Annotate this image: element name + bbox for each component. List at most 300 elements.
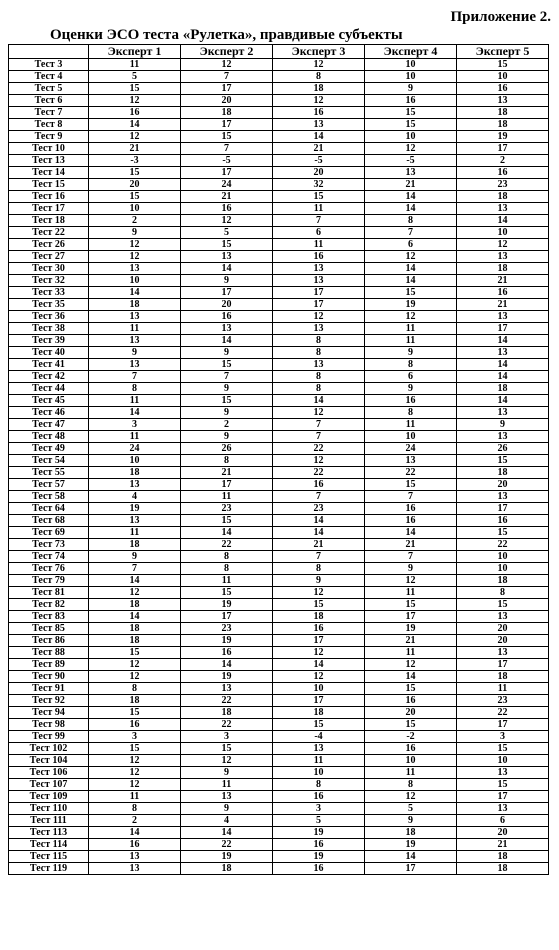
score-cell-expert-5: 14 xyxy=(457,215,549,227)
score-cell-expert-5: 15 xyxy=(457,779,549,791)
score-cell-expert-2: 14 xyxy=(181,659,273,671)
score-cell-expert-1: 12 xyxy=(89,251,181,263)
score-cell-expert-1: 12 xyxy=(89,239,181,251)
score-cell-expert-4: 11 xyxy=(365,335,457,347)
score-cell-expert-4: 18 xyxy=(365,827,457,839)
score-cell-expert-5: 13 xyxy=(457,251,549,263)
score-cell-expert-3: 14 xyxy=(273,395,365,407)
score-cell-expert-1: 10 xyxy=(89,203,181,215)
score-cell-expert-5: 2 xyxy=(457,155,549,167)
score-cell-expert-1: 14 xyxy=(89,119,181,131)
score-cell-expert-5: 8 xyxy=(457,587,549,599)
test-name-cell: Тест 76 xyxy=(9,563,89,575)
test-name-cell: Тест 36 xyxy=(9,311,89,323)
table-row xyxy=(9,815,549,827)
score-cell-expert-3: 21 xyxy=(273,143,365,155)
table-row xyxy=(9,551,549,563)
score-cell-expert-5: 16 xyxy=(457,287,549,299)
test-name-cell: Тест 13 xyxy=(9,155,89,167)
score-cell-expert-2: 24 xyxy=(181,179,273,191)
score-cell-expert-2: 4 xyxy=(181,815,273,827)
table-title: Оценки ЭСО теста «Рулетка», правдивые субъекты xyxy=(50,27,403,43)
table-row xyxy=(9,431,549,443)
score-cell-expert-1: 18 xyxy=(89,695,181,707)
score-cell-expert-4: 14 xyxy=(365,263,457,275)
score-cell-expert-2: 7 xyxy=(181,371,273,383)
score-cell-expert-1: 4 xyxy=(89,491,181,503)
score-cell-expert-4: 9 xyxy=(365,83,457,95)
table-row xyxy=(9,743,549,755)
table-row xyxy=(9,239,549,251)
table-row xyxy=(9,179,549,191)
score-cell-expert-5: 20 xyxy=(457,623,549,635)
score-cell-expert-5: 16 xyxy=(457,167,549,179)
score-cell-expert-3: 32 xyxy=(273,179,365,191)
score-cell-expert-2: 13 xyxy=(181,323,273,335)
score-cell-expert-5: 13 xyxy=(457,803,549,815)
score-cell-expert-4: -5 xyxy=(365,155,457,167)
score-cell-expert-1: 10 xyxy=(89,455,181,467)
score-cell-expert-1: 12 xyxy=(89,755,181,767)
table-row xyxy=(9,83,549,95)
score-cell-expert-5: 11 xyxy=(457,683,549,695)
score-cell-expert-4: 15 xyxy=(365,479,457,491)
table-row xyxy=(9,671,549,683)
score-cell-expert-3: 16 xyxy=(273,839,365,851)
score-cell-expert-2: 18 xyxy=(181,707,273,719)
table-row xyxy=(9,527,549,539)
score-cell-expert-5: 17 xyxy=(457,143,549,155)
score-cell-expert-2: 9 xyxy=(181,275,273,287)
score-cell-expert-2: 22 xyxy=(181,719,273,731)
score-cell-expert-5: 15 xyxy=(457,527,549,539)
score-cell-expert-1: 13 xyxy=(89,335,181,347)
table-row xyxy=(9,599,549,611)
score-cell-expert-3: 3 xyxy=(273,803,365,815)
score-cell-expert-5: 10 xyxy=(457,563,549,575)
score-cell-expert-1: 14 xyxy=(89,611,181,623)
score-cell-expert-3: 8 xyxy=(273,371,365,383)
score-cell-expert-3: 19 xyxy=(273,827,365,839)
table-row xyxy=(9,131,549,143)
table-row xyxy=(9,863,549,875)
test-name-cell: Тест 9 xyxy=(9,131,89,143)
score-cell-expert-4: 16 xyxy=(365,395,457,407)
score-cell-expert-2: 9 xyxy=(181,383,273,395)
score-cell-expert-2: 15 xyxy=(181,239,273,251)
score-cell-expert-1: 9 xyxy=(89,347,181,359)
table-row xyxy=(9,443,549,455)
table-row xyxy=(9,371,549,383)
score-cell-expert-4: 11 xyxy=(365,767,457,779)
score-cell-expert-2: 16 xyxy=(181,203,273,215)
score-cell-expert-2: 20 xyxy=(181,299,273,311)
score-cell-expert-4: 19 xyxy=(365,299,457,311)
score-cell-expert-5: 16 xyxy=(457,515,549,527)
score-cell-expert-4: 16 xyxy=(365,95,457,107)
score-cell-expert-1: 12 xyxy=(89,779,181,791)
score-cell-expert-1: 2 xyxy=(89,815,181,827)
score-cell-expert-5: 15 xyxy=(457,743,549,755)
score-cell-expert-4: 10 xyxy=(365,755,457,767)
score-cell-expert-1: 15 xyxy=(89,707,181,719)
score-cell-expert-1: 21 xyxy=(89,143,181,155)
score-cell-expert-1: 13 xyxy=(89,311,181,323)
score-cell-expert-5: 15 xyxy=(457,599,549,611)
score-cell-expert-3: 8 xyxy=(273,347,365,359)
score-cell-expert-2: 9 xyxy=(181,803,273,815)
table-row xyxy=(9,407,549,419)
score-cell-expert-3: 16 xyxy=(273,791,365,803)
score-cell-expert-4: 10 xyxy=(365,59,457,71)
table-row xyxy=(9,563,549,575)
score-cell-expert-3: 15 xyxy=(273,719,365,731)
table-row xyxy=(9,299,549,311)
test-name-cell: Тест 55 xyxy=(9,467,89,479)
score-cell-expert-4: 13 xyxy=(365,455,457,467)
score-cell-expert-5: 13 xyxy=(457,95,549,107)
test-name-cell: Тест 40 xyxy=(9,347,89,359)
test-name-cell: Тест 35 xyxy=(9,299,89,311)
score-cell-expert-5: 13 xyxy=(457,407,549,419)
score-cell-expert-4: 11 xyxy=(365,647,457,659)
score-cell-expert-1: 12 xyxy=(89,767,181,779)
table-row xyxy=(9,275,549,287)
score-cell-expert-4: 16 xyxy=(365,503,457,515)
score-cell-expert-2: 13 xyxy=(181,791,273,803)
score-cell-expert-1: 11 xyxy=(89,323,181,335)
table-row xyxy=(9,263,549,275)
score-cell-expert-5: 18 xyxy=(457,851,549,863)
test-name-cell: Тест 82 xyxy=(9,599,89,611)
score-cell-expert-2: 18 xyxy=(181,863,273,875)
score-cell-expert-2: 7 xyxy=(181,71,273,83)
test-name-cell: Тест 33 xyxy=(9,287,89,299)
score-cell-expert-3: 17 xyxy=(273,287,365,299)
score-cell-expert-4: 15 xyxy=(365,719,457,731)
score-cell-expert-3: 11 xyxy=(273,239,365,251)
score-cell-expert-2: 9 xyxy=(181,431,273,443)
score-cell-expert-5: 18 xyxy=(457,119,549,131)
score-cell-expert-3: -4 xyxy=(273,731,365,743)
score-cell-expert-2: 12 xyxy=(181,755,273,767)
score-cell-expert-2: 8 xyxy=(181,551,273,563)
score-cell-expert-4: 8 xyxy=(365,215,457,227)
score-cell-expert-3: 8 xyxy=(273,779,365,791)
score-cell-expert-2: 11 xyxy=(181,575,273,587)
score-cell-expert-1: 15 xyxy=(89,743,181,755)
score-cell-expert-5: 13 xyxy=(457,311,549,323)
score-cell-expert-2: 17 xyxy=(181,611,273,623)
score-cell-expert-5: 26 xyxy=(457,443,549,455)
table-row xyxy=(9,167,549,179)
score-cell-expert-4: 11 xyxy=(365,323,457,335)
score-cell-expert-2: 19 xyxy=(181,671,273,683)
score-cell-expert-5: 18 xyxy=(457,191,549,203)
table-row xyxy=(9,839,549,851)
score-cell-expert-5: 14 xyxy=(457,395,549,407)
score-cell-expert-1: 18 xyxy=(89,539,181,551)
score-cell-expert-4: 24 xyxy=(365,443,457,455)
score-cell-expert-5: 22 xyxy=(457,539,549,551)
score-cell-expert-2: 21 xyxy=(181,467,273,479)
test-name-cell: Тест 104 xyxy=(9,755,89,767)
test-name-cell: Тест 119 xyxy=(9,863,89,875)
score-cell-expert-5: 18 xyxy=(457,671,549,683)
score-cell-expert-2: 15 xyxy=(181,743,273,755)
score-cell-expert-2: 17 xyxy=(181,479,273,491)
test-name-cell: Тест 15 xyxy=(9,179,89,191)
score-cell-expert-5: 16 xyxy=(457,83,549,95)
score-cell-expert-1: 18 xyxy=(89,623,181,635)
score-cell-expert-4: 19 xyxy=(365,623,457,635)
score-cell-expert-5: 20 xyxy=(457,827,549,839)
score-cell-expert-3: 19 xyxy=(273,851,365,863)
score-cell-expert-2: 15 xyxy=(181,359,273,371)
score-cell-expert-3: 7 xyxy=(273,215,365,227)
score-cell-expert-2: 7 xyxy=(181,143,273,155)
table-row xyxy=(9,359,549,371)
score-cell-expert-2: 14 xyxy=(181,527,273,539)
table-row xyxy=(9,95,549,107)
score-cell-expert-5: 18 xyxy=(457,467,549,479)
score-cell-expert-3: 20 xyxy=(273,167,365,179)
score-cell-expert-1: 18 xyxy=(89,599,181,611)
score-cell-expert-5: 19 xyxy=(457,131,549,143)
test-name-cell: Тест 110 xyxy=(9,803,89,815)
score-cell-expert-3: 17 xyxy=(273,299,365,311)
score-cell-expert-2: 13 xyxy=(181,683,273,695)
score-cell-expert-3: 17 xyxy=(273,635,365,647)
score-cell-expert-5: 10 xyxy=(457,71,549,83)
score-cell-expert-3: 8 xyxy=(273,71,365,83)
score-cell-expert-5: 12 xyxy=(457,239,549,251)
score-cell-expert-3: 17 xyxy=(273,695,365,707)
score-cell-expert-2: 22 xyxy=(181,539,273,551)
table-row xyxy=(9,59,549,71)
score-cell-expert-2: 9 xyxy=(181,407,273,419)
test-name-cell: Тест 114 xyxy=(9,839,89,851)
score-cell-expert-4: 16 xyxy=(365,743,457,755)
table-row xyxy=(9,155,549,167)
table-row xyxy=(9,503,549,515)
test-name-cell: Тест 3 xyxy=(9,59,89,71)
score-cell-expert-2: 22 xyxy=(181,695,273,707)
score-cell-expert-5: 17 xyxy=(457,503,549,515)
score-cell-expert-5: 14 xyxy=(457,359,549,371)
table-row xyxy=(9,119,549,131)
score-cell-expert-5: 18 xyxy=(457,107,549,119)
score-cell-expert-1: 13 xyxy=(89,515,181,527)
table-row xyxy=(9,575,549,587)
score-cell-expert-5: 20 xyxy=(457,479,549,491)
score-cell-expert-4: 21 xyxy=(365,539,457,551)
score-cell-expert-3: 16 xyxy=(273,863,365,875)
test-name-cell: Тест 85 xyxy=(9,623,89,635)
score-cell-expert-3: 12 xyxy=(273,647,365,659)
test-name-cell: Тест 109 xyxy=(9,791,89,803)
score-cell-expert-4: 14 xyxy=(365,191,457,203)
score-cell-expert-5: 15 xyxy=(457,455,549,467)
score-cell-expert-2: 11 xyxy=(181,779,273,791)
score-cell-expert-3: 18 xyxy=(273,611,365,623)
score-cell-expert-1: 15 xyxy=(89,191,181,203)
test-name-cell: Тест 107 xyxy=(9,779,89,791)
test-name-cell: Тест 58 xyxy=(9,491,89,503)
score-cell-expert-1: 12 xyxy=(89,659,181,671)
score-cell-expert-4: 12 xyxy=(365,251,457,263)
score-cell-expert-1: 14 xyxy=(89,407,181,419)
score-cell-expert-2: -5 xyxy=(181,155,273,167)
score-cell-expert-2: 14 xyxy=(181,827,273,839)
score-cell-expert-2: 9 xyxy=(181,767,273,779)
score-cell-expert-4: 22 xyxy=(365,467,457,479)
score-cell-expert-5: 13 xyxy=(457,767,549,779)
score-cell-expert-4: -2 xyxy=(365,731,457,743)
score-cell-expert-1: 13 xyxy=(89,851,181,863)
score-cell-expert-1: 2 xyxy=(89,215,181,227)
score-cell-expert-2: 9 xyxy=(181,347,273,359)
score-cell-expert-5: 20 xyxy=(457,635,549,647)
score-cell-expert-4: 7 xyxy=(365,551,457,563)
test-name-cell: Тест 47 xyxy=(9,419,89,431)
test-name-cell: Тест 106 xyxy=(9,767,89,779)
score-cell-expert-3: 7 xyxy=(273,551,365,563)
score-cell-expert-1: 13 xyxy=(89,479,181,491)
table-row xyxy=(9,851,549,863)
score-cell-expert-3: 21 xyxy=(273,539,365,551)
score-cell-expert-4: 9 xyxy=(365,383,457,395)
table-row xyxy=(9,455,549,467)
score-cell-expert-2: 17 xyxy=(181,83,273,95)
score-cell-expert-4: 15 xyxy=(365,683,457,695)
table-row xyxy=(9,191,549,203)
table-row xyxy=(9,587,549,599)
score-cell-expert-4: 12 xyxy=(365,311,457,323)
table-row xyxy=(9,143,549,155)
table-row xyxy=(9,227,549,239)
score-cell-expert-3: 11 xyxy=(273,203,365,215)
score-cell-expert-5: 13 xyxy=(457,647,549,659)
table-row xyxy=(9,515,549,527)
score-cell-expert-4: 6 xyxy=(365,239,457,251)
score-cell-expert-1: 24 xyxy=(89,443,181,455)
score-cell-expert-1: 11 xyxy=(89,527,181,539)
score-cell-expert-1: 16 xyxy=(89,719,181,731)
score-cell-expert-1: 11 xyxy=(89,395,181,407)
score-cell-expert-4: 7 xyxy=(365,491,457,503)
score-cell-expert-4: 15 xyxy=(365,287,457,299)
score-cell-expert-1: 3 xyxy=(89,731,181,743)
score-cell-expert-4: 10 xyxy=(365,71,457,83)
score-cell-expert-5: 9 xyxy=(457,419,549,431)
score-cell-expert-3: 13 xyxy=(273,275,365,287)
table-row xyxy=(9,659,549,671)
score-cell-expert-3: 12 xyxy=(273,587,365,599)
test-name-cell: Тест 8 xyxy=(9,119,89,131)
score-cell-expert-5: 17 xyxy=(457,719,549,731)
test-name-cell: Тест 4 xyxy=(9,71,89,83)
score-cell-expert-3: -5 xyxy=(273,155,365,167)
test-name-cell: Тест 22 xyxy=(9,227,89,239)
score-cell-expert-4: 14 xyxy=(365,203,457,215)
score-cell-expert-1: 13 xyxy=(89,863,181,875)
score-cell-expert-1: -3 xyxy=(89,155,181,167)
score-cell-expert-2: 8 xyxy=(181,455,273,467)
score-cell-expert-5: 21 xyxy=(457,839,549,851)
score-cell-expert-4: 9 xyxy=(365,815,457,827)
table-row xyxy=(9,347,549,359)
score-cell-expert-2: 13 xyxy=(181,251,273,263)
score-cell-expert-3: 22 xyxy=(273,467,365,479)
score-cell-expert-5: 23 xyxy=(457,695,549,707)
score-cell-expert-1: 12 xyxy=(89,587,181,599)
test-name-cell: Тест 99 xyxy=(9,731,89,743)
score-cell-expert-2: 17 xyxy=(181,119,273,131)
score-cell-expert-4: 15 xyxy=(365,119,457,131)
header-cell-expert-1: Эксперт 1 xyxy=(89,45,181,59)
score-cell-expert-2: 19 xyxy=(181,635,273,647)
score-cell-expert-4: 10 xyxy=(365,431,457,443)
score-cell-expert-4: 8 xyxy=(365,779,457,791)
score-cell-expert-2: 15 xyxy=(181,587,273,599)
test-name-cell: Тест 5 xyxy=(9,83,89,95)
score-cell-expert-1: 19 xyxy=(89,503,181,515)
score-cell-expert-2: 20 xyxy=(181,95,273,107)
test-name-cell: Тест 44 xyxy=(9,383,89,395)
table-row xyxy=(9,827,549,839)
test-name-cell: Тест 111 xyxy=(9,815,89,827)
table-row xyxy=(9,383,549,395)
score-cell-expert-2: 18 xyxy=(181,107,273,119)
score-cell-expert-1: 11 xyxy=(89,59,181,71)
score-cell-expert-1: 12 xyxy=(89,671,181,683)
score-cell-expert-5: 21 xyxy=(457,275,549,287)
score-cell-expert-5: 14 xyxy=(457,335,549,347)
score-cell-expert-4: 12 xyxy=(365,791,457,803)
test-name-cell: Тест 10 xyxy=(9,143,89,155)
score-cell-expert-4: 12 xyxy=(365,143,457,155)
score-cell-expert-3: 22 xyxy=(273,443,365,455)
score-cell-expert-3: 14 xyxy=(273,527,365,539)
score-cell-expert-5: 17 xyxy=(457,323,549,335)
test-name-cell: Тест 54 xyxy=(9,455,89,467)
score-cell-expert-1: 7 xyxy=(89,563,181,575)
score-cell-expert-1: 12 xyxy=(89,131,181,143)
score-cell-expert-2: 3 xyxy=(181,731,273,743)
score-cell-expert-4: 12 xyxy=(365,575,457,587)
table-row xyxy=(9,779,549,791)
score-cell-expert-3: 12 xyxy=(273,95,365,107)
score-cell-expert-1: 9 xyxy=(89,227,181,239)
score-cell-expert-1: 18 xyxy=(89,635,181,647)
score-cell-expert-5: 10 xyxy=(457,227,549,239)
score-cell-expert-4: 14 xyxy=(365,671,457,683)
score-cell-expert-1: 8 xyxy=(89,803,181,815)
score-cell-expert-5: 10 xyxy=(457,551,549,563)
test-name-cell: Тест 79 xyxy=(9,575,89,587)
score-cell-expert-1: 20 xyxy=(89,179,181,191)
test-name-cell: Тест 32 xyxy=(9,275,89,287)
score-cell-expert-4: 11 xyxy=(365,587,457,599)
score-cell-expert-3: 16 xyxy=(273,479,365,491)
score-cell-expert-5: 6 xyxy=(457,815,549,827)
score-cell-expert-3: 7 xyxy=(273,431,365,443)
score-cell-expert-3: 15 xyxy=(273,599,365,611)
table-row xyxy=(9,623,549,635)
score-cell-expert-5: 18 xyxy=(457,383,549,395)
score-cell-expert-1: 18 xyxy=(89,467,181,479)
